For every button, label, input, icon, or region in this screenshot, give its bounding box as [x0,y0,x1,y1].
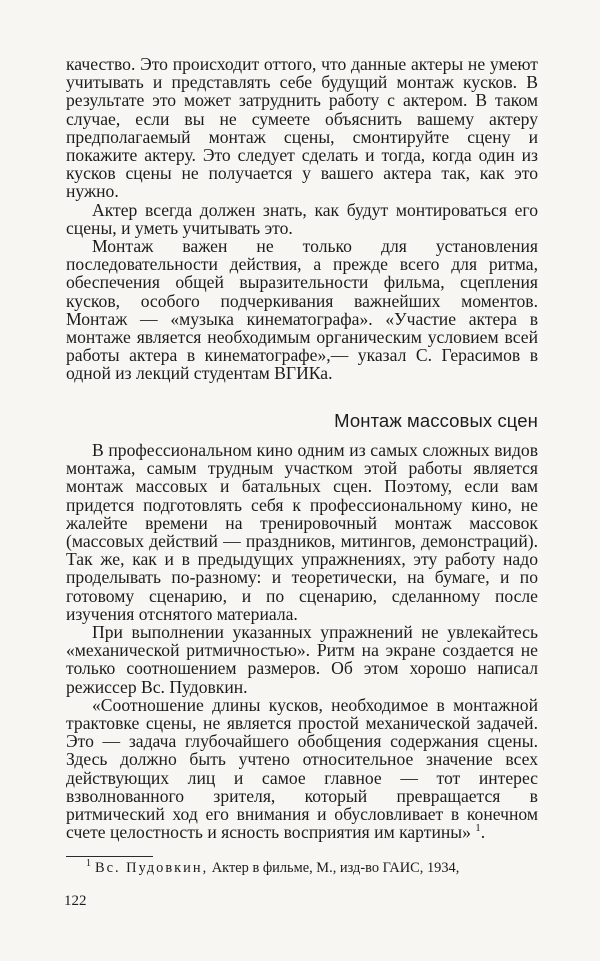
footnote-text: Актер в фильме, М., изд-во ГАИС, 1934, [211,860,460,876]
footnote-number: 1 [86,858,91,870]
paragraph: В профессиональном кино одним из самых сложных видов монтажа, самым трудным участком этой работы является монтаж массовых и батальных сцен. Поэтому, если вам придется подготовлять себя к профессиональному кино, не жалейте времени на тренировочный монтаж массовок (массовых действий — праздников, митингов, демонстраций). Так же, как и в предыдущих упражнениях, эту работу надо проделывать по-разному: и теоретически, на бумаге, и по готовому сценарию, и по сценарию, сделанному после изучения отснятого материала. [66,440,538,624]
quote-paragraph: «Соотношение длины кусков, необходимое в монтажной трактовке сцены, не является простой механической задачей. Это — задача глубочайшего обобщения содержания сцены. Здесь должно быть учтено относительное значение всех действующих лиц и самое главное — тот интерес взволнованного зрителя, который превращается в ритмический ход его внимания и обусловливает в конечном счете целостность и ясность восприятия им картины» $^1$. [66,694,538,843]
footnote [66,860,538,877]
quote-text: «Соотношение длины кусков, необходимое в монтажной трактовке сцены, не является простой механической задачей. Это — задача глубочайшего обобщения содержания сцены. Здесь должно быть учтено относительное значение всех действующих лиц и самое главное — тот интерес взволнованного зрителя, который превращается в ритмический ход его внимания и обусловливает в конечном счете целостность и ясность восприятия им картины» [66,694,538,843]
body-text-section [66,441,538,841]
paragraph: Монтаж важен не только для установления последовательности действия, а прежде всего для ритма, обеспечения общей выразительности фильма, сцепления кусков, особого подчеркивания важнейших моментов. Монтаж — «музыка кинематографа». «Участие актера в монтаже является необходимым органическим условием всей работы актера в кинематографе»,— указал С. Герасимов в одной из лекций студентам ВГИКа. [66,236,538,384]
footnote-author: Вс. Пудовкин, [95,860,209,876]
footnote-marker: 1 [475,822,481,835]
section-heading: Монтаж массовых сцен [334,410,538,431]
paragraph: При выполнении указанных упражнений не увлекайтесь «механической ритмичностью». Ритм на экране создается не только соотношением размеров. Об этом хорошо написал режиссер Вс. Пудовкин. [66,622,538,697]
footnote-rule [66,856,153,857]
body-text-top [66,55,538,383]
page-number: 122 [64,893,87,909]
continuation-paragraph: качество. Это происходит оттого, что данные актеры не умеют учитывать и представлять себе будущий монтаж кусков. В результате это может затруднить работу с актером. В таком случае, если вы не сумеете объяснить вашему актеру предполагаемый монтаж сцены, смонтируйте сцену и покажите актеру. Это следует сделать и тогда, когда один из кусков сцены не получается у вашего актера так, как это нужно. [66,54,538,202]
paragraph: Актер всегда должен знать, как будут монтироваться его сцены, и уметь учитывать это. [66,199,538,238]
